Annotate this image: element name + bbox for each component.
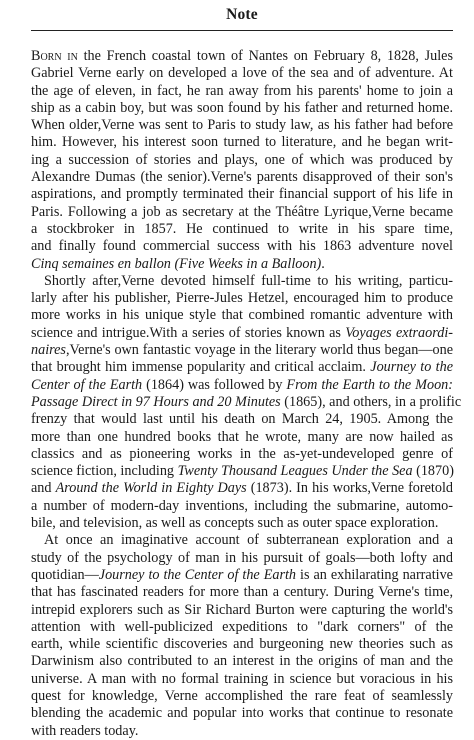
text-segment: (1865), and others, in a prolific	[280, 393, 462, 410]
text-line	[31, 498, 453, 515]
text-segment: and	[31, 480, 56, 497]
text-segment: ,Verne's own fantastic voyage in the literary world thus began—one	[65, 342, 453, 359]
text-line	[31, 238, 453, 255]
text-segment: a number of modern-day inventions, including the submarine, automo-	[31, 497, 453, 514]
text-line	[31, 463, 453, 480]
text-line	[31, 636, 453, 653]
text-segment: blending the academic and popular into works that continue to resonate	[31, 705, 453, 722]
text-line	[31, 393, 462, 411]
page-title: Note	[226, 6, 258, 23]
text-line	[31, 134, 453, 151]
text-line	[31, 671, 453, 688]
text-line	[31, 584, 453, 601]
text-segment: .	[321, 255, 325, 272]
italic-title-text: Journey to the	[370, 359, 454, 376]
text-line	[31, 307, 453, 324]
text-line	[31, 602, 453, 619]
text-line	[31, 290, 453, 307]
text-line	[31, 429, 453, 446]
text-segment: aspirations, and promptly terminated their financial support of his life in	[31, 186, 453, 203]
text-segment: (1870)	[412, 463, 454, 480]
small-caps-lead-in: Born in	[31, 48, 78, 64]
text-line	[31, 48, 453, 65]
text-segment: him. However, his interest soon turned to literature, and he began writ-	[31, 134, 453, 151]
text-segment: (1864) was followed by	[142, 376, 287, 393]
italic-title-text: Voyages extraordi-	[345, 324, 453, 341]
text-line	[31, 480, 453, 497]
text-segment: universe. A man with no formal training in science but voracious in his	[31, 670, 453, 687]
italic-title-text: Twenty Thousand Leagues Under the Sea	[177, 463, 413, 480]
text-line	[31, 152, 453, 169]
text-line	[31, 221, 453, 238]
text-line	[31, 273, 453, 290]
text-line	[31, 567, 453, 584]
text-line	[31, 515, 453, 532]
text-segment: the age of eleven, in fact, he ran away from his parents' home to join a	[31, 82, 453, 99]
text-line	[31, 204, 453, 221]
text-line	[31, 186, 453, 203]
text-segment: ship as a cabin boy, but was soon found by his father and returned home.	[31, 99, 453, 116]
text-segment: larly after his publisher, Pierre-Jules Hetzel, encouraged him to produce	[31, 290, 453, 307]
text-segment: Shortly after,Verne devoted himself full-time to his writing, particu-	[44, 272, 453, 289]
text-segment: that has fascinated readers for more than a century. During Verne's time,	[31, 584, 453, 601]
text-segment: intrepid explorers such as Sir Richard Burton were capturing the world's	[31, 601, 453, 618]
text-segment: frenzy that would last until his death on March 24, 1905. Among the	[31, 411, 453, 428]
text-segment: When older,Verne was sent to Paris to study law, as his father had before	[31, 117, 453, 134]
text-line	[31, 100, 453, 117]
text-segment: the French coastal town of Nantes on February 8, 1828, Jules	[77, 48, 453, 64]
text-segment: At once an imaginative account of subterranean exploration and a	[44, 532, 453, 549]
text-line	[31, 688, 453, 705]
text-line	[31, 550, 453, 567]
text-line	[31, 83, 453, 100]
text-segment: more than one hundred books that he wrote, many are now hailed as	[31, 428, 453, 445]
italic-title-text: From the Earth to the Moon:	[286, 376, 453, 393]
text-segment: Alexandre Dumas (the senior).Verne's parents disapproved of their son's	[31, 169, 453, 186]
text-line	[31, 117, 453, 134]
italic-title-text: Passage Direct in 97 Hours and 20 Minutes	[31, 393, 281, 410]
text-segment: quotidian—	[31, 566, 99, 583]
text-segment: classics and as pioneering works in the as-yet-undeveloped genre of	[31, 445, 453, 462]
text-segment: study of the psychology of man in his pursuit of goals—both lofty and	[31, 549, 453, 566]
text-segment: (1873). In his works,Verne foretold	[246, 480, 453, 497]
text-line	[31, 411, 453, 428]
text-line	[31, 377, 453, 394]
text-segment: science fiction, including	[31, 463, 178, 480]
text-line	[31, 705, 453, 722]
text-line	[31, 256, 453, 273]
text-line	[31, 342, 453, 359]
text-segment: with readers today.	[31, 722, 139, 739]
text-line	[31, 325, 453, 342]
text-segment: Paris. Following a job as secretary at the Théâtre Lyrique,Verne became	[31, 203, 453, 220]
italic-title-text: naires	[31, 342, 66, 359]
text-segment: quest for knowledge, Verne accomplished the rare feat of seamlessly	[31, 687, 453, 704]
text-segment: a stockbroker in 1857. He continued to write in his spare time,	[31, 220, 453, 237]
text-segment: science and intrigue.With a series of stories known as	[31, 324, 346, 341]
italic-title-text: Cinq semaines en ballon (Five Weeks in a Balloon)	[31, 255, 322, 272]
running-header	[31, 4, 453, 31]
text-line	[31, 653, 453, 670]
italic-title-text: Journey to the Center of the Earth	[98, 566, 297, 583]
italic-title-text: Center of the Earth	[31, 376, 143, 393]
text-segment: is an exhilarating narrative	[296, 566, 453, 583]
text-line	[31, 619, 453, 636]
italic-title-text: Around the World in Eighty Days	[55, 480, 247, 497]
text-segment: Darwinism also contributed to an interest in the origins of man and the	[31, 653, 453, 670]
text-segment: earth, while scientific discoveries and burgeoning new theories such as	[31, 636, 453, 653]
text-segment: Gabriel Verne early on developed a love of the sea and of adventure. At	[31, 65, 453, 82]
text-segment: and finally found commercial success with his 1863 adventure novel	[31, 238, 453, 255]
text-segment: that brought him immense popularity and critical acclaim.	[31, 359, 371, 376]
text-line	[31, 169, 453, 186]
text-line	[31, 446, 453, 463]
text-line	[31, 65, 453, 82]
text-segment: bile, and television, as well as concepts such as outer space exploration.	[31, 515, 439, 532]
text-line	[31, 532, 453, 549]
text-segment: more works in his unique style that combined romantic adventure with	[31, 307, 453, 324]
text-segment: attention with well-publicized expeditions to "dark corners" of the	[31, 618, 453, 635]
note-body-text	[31, 48, 462, 740]
text-segment: ing a succession of stories and plays, one of which was produced by	[31, 151, 453, 168]
text-line	[31, 359, 453, 376]
text-line	[31, 723, 453, 740]
